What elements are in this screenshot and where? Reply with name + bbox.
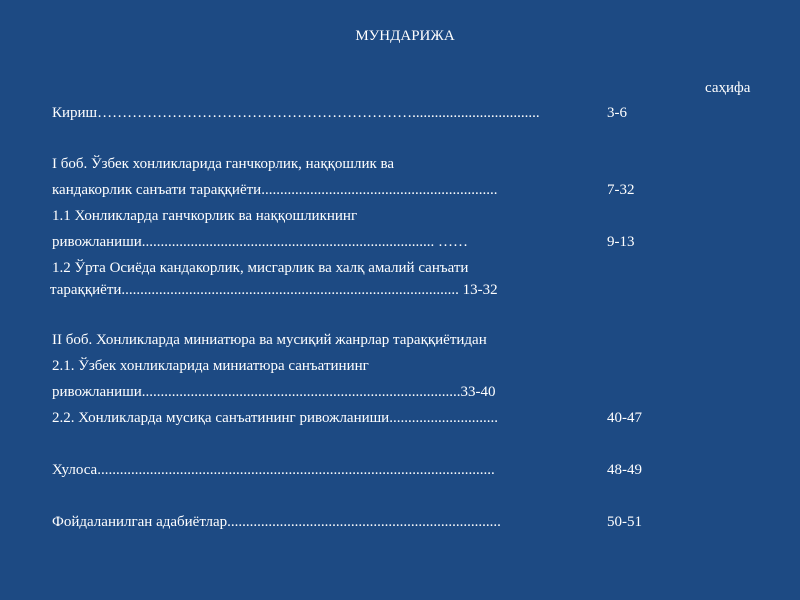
toc-entry-section-1-2-line-1: 1.2 Ўрта Осиёда кандакорлик, мисгарлик ва халқ амалий санъати	[52, 260, 469, 276]
toc-entry-introduction: Кириш………………………………………………………..................................	[52, 105, 540, 121]
page-title: МУНДАРИЖА	[355, 28, 455, 44]
toc-page-chapter-1: 7-32	[607, 182, 635, 198]
toc-entry-chapter-1-line-2: кандакорлик санъати тараққиёти...............................................................	[52, 182, 498, 198]
toc-entry-section-2-2: 2.2. Хонликларда мусиқа санъатининг ривожланиши.............................	[52, 410, 498, 426]
toc-entry-chapter-1-line-1: I боб. Ўзбек хонликларида ганчкорлик, наққошлик ва	[52, 156, 395, 172]
toc-entry-section-1-2-line-2: тараққиёти.......................................................................................... 13-32	[50, 282, 498, 298]
toc-entry-conclusion: Хулоса..........................................................................................................	[52, 462, 495, 478]
toc-entry-section-1-1-line-1: 1.1 Хонликларда ганчкорлик ва наққошликнинг	[52, 208, 358, 224]
toc-page-references: 50-51	[607, 514, 642, 530]
toc-page-conclusion: 48-49	[607, 462, 642, 478]
toc-entry-chapter-2: II боб. Хонликларда миниатюра ва мусиқий жанрлар тараққиётидан	[52, 332, 487, 348]
toc-entry-section-2-1-line-1: 2.1. Ўзбек хонликларида миниатюра санъатининг	[52, 358, 369, 374]
toc-page-section-1-1: 9-13	[607, 234, 635, 250]
toc-page-introduction: 3-6	[607, 105, 627, 121]
toc-page-section-2-2: 40-47	[607, 410, 642, 426]
page-column-label: саҳифа	[705, 80, 751, 96]
toc-entry-section-2-1-line-2: ривожланиши.....................................................................................33-40	[52, 384, 496, 400]
toc-entry-section-1-1-line-2: ривожланиши.............................................................................. ……	[52, 234, 469, 250]
toc-entry-references: Фойдаланилган адабиётлар.........................................................................	[52, 514, 501, 530]
